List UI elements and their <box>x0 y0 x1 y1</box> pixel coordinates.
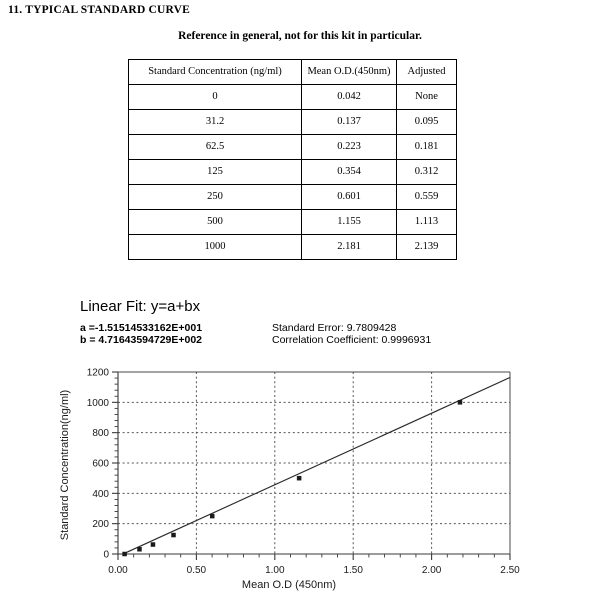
cell-adjusted: 0.181 <box>397 135 457 160</box>
cell-concentration: 1000 <box>129 235 302 260</box>
table-row <box>129 85 457 110</box>
table-row <box>129 210 457 235</box>
cell-adjusted: 0.095 <box>397 110 457 135</box>
table-header-row <box>129 60 457 85</box>
cell-mean-od: 0.601 <box>302 185 397 210</box>
y-tick-label: 600 <box>92 458 109 470</box>
cell-mean-od: 0.354 <box>302 160 397 185</box>
cell-mean-od: 0.137 <box>302 110 397 135</box>
chart-canvas <box>0 355 600 610</box>
linear-fit-line <box>123 377 510 554</box>
y-axis-label: Standard Concentration(ng/ml) <box>59 389 71 541</box>
y-tick-label: 1000 <box>86 397 109 409</box>
table-row <box>129 135 457 160</box>
cell-adjusted: None <box>397 85 457 110</box>
x-axis-label: Mean O.D (450nm) <box>241 579 337 591</box>
x-tick-label: 1.00 <box>265 565 285 576</box>
y-tick-label: 200 <box>92 519 109 531</box>
cell-adjusted: 2.139 <box>397 235 457 260</box>
y-tick-label: 800 <box>92 428 109 440</box>
x-tick-label: 2.50 <box>500 565 520 576</box>
x-tick-label: 2.00 <box>421 565 442 576</box>
chart-fit-line <box>123 377 510 554</box>
data-point <box>210 514 214 518</box>
standard-curve-chart <box>0 355 600 610</box>
table-row <box>129 235 457 260</box>
y-tick-label: 1200 <box>86 367 109 379</box>
cell-mean-od: 1.155 <box>302 210 397 235</box>
cell-mean-od: 0.223 <box>302 135 397 160</box>
cell-concentration: 31.2 <box>129 110 302 135</box>
reference-note: Reference in general, not for this kit in particular. <box>178 30 422 42</box>
data-point <box>458 400 462 404</box>
table-row <box>129 185 457 210</box>
cell-concentration: 0 <box>129 85 302 110</box>
linear-fit-heading: Linear Fit: y=a+bx <box>80 298 201 315</box>
cell-adjusted: 0.559 <box>397 185 457 210</box>
data-point <box>297 476 301 480</box>
correlation-coefficient-text: Correlation Coefficient: 0.9996931 <box>272 334 432 346</box>
column-header-mean-od: Mean O.D.(450nm) <box>302 60 397 85</box>
cell-adjusted: 1.113 <box>397 210 457 235</box>
cell-concentration: 250 <box>129 185 302 210</box>
chart-frame <box>118 372 510 554</box>
x-tick-label: 0.50 <box>186 565 207 576</box>
cell-concentration: 62.5 <box>129 135 302 160</box>
column-header-adjusted: Adjusted <box>397 60 457 85</box>
standard-error-text: Standard Error: 9.7809428 <box>272 322 397 334</box>
cell-concentration: 125 <box>129 160 302 185</box>
y-tick-label: 400 <box>92 488 109 500</box>
standard-curve-table <box>128 59 456 260</box>
cell-mean-od: 2.181 <box>302 235 397 260</box>
fit-parameter-b: b = 4.71643594729E+002 <box>80 334 203 346</box>
curve-table <box>128 59 457 260</box>
table-row <box>129 160 457 185</box>
data-point <box>172 533 176 537</box>
cell-adjusted: 0.312 <box>397 160 457 185</box>
table-row <box>129 110 457 135</box>
cell-concentration: 500 <box>129 210 302 235</box>
x-tick-label: 1.50 <box>343 565 363 576</box>
x-tick-label: 0.00 <box>108 565 128 576</box>
fit-parameter-a: a =-1.51514533162E+001 <box>80 322 203 334</box>
y-tick-label: 0 <box>103 549 109 561</box>
data-point <box>151 543 155 547</box>
data-point <box>123 552 127 556</box>
cell-mean-od: 0.042 <box>302 85 397 110</box>
chart-gridlines <box>118 372 510 554</box>
column-header-concentration: Standard Concentration (ng/ml) <box>129 60 302 85</box>
data-point <box>137 547 141 551</box>
page-title: 11. TYPICAL STANDARD CURVE <box>8 4 191 16</box>
chart-data-points <box>123 400 462 556</box>
